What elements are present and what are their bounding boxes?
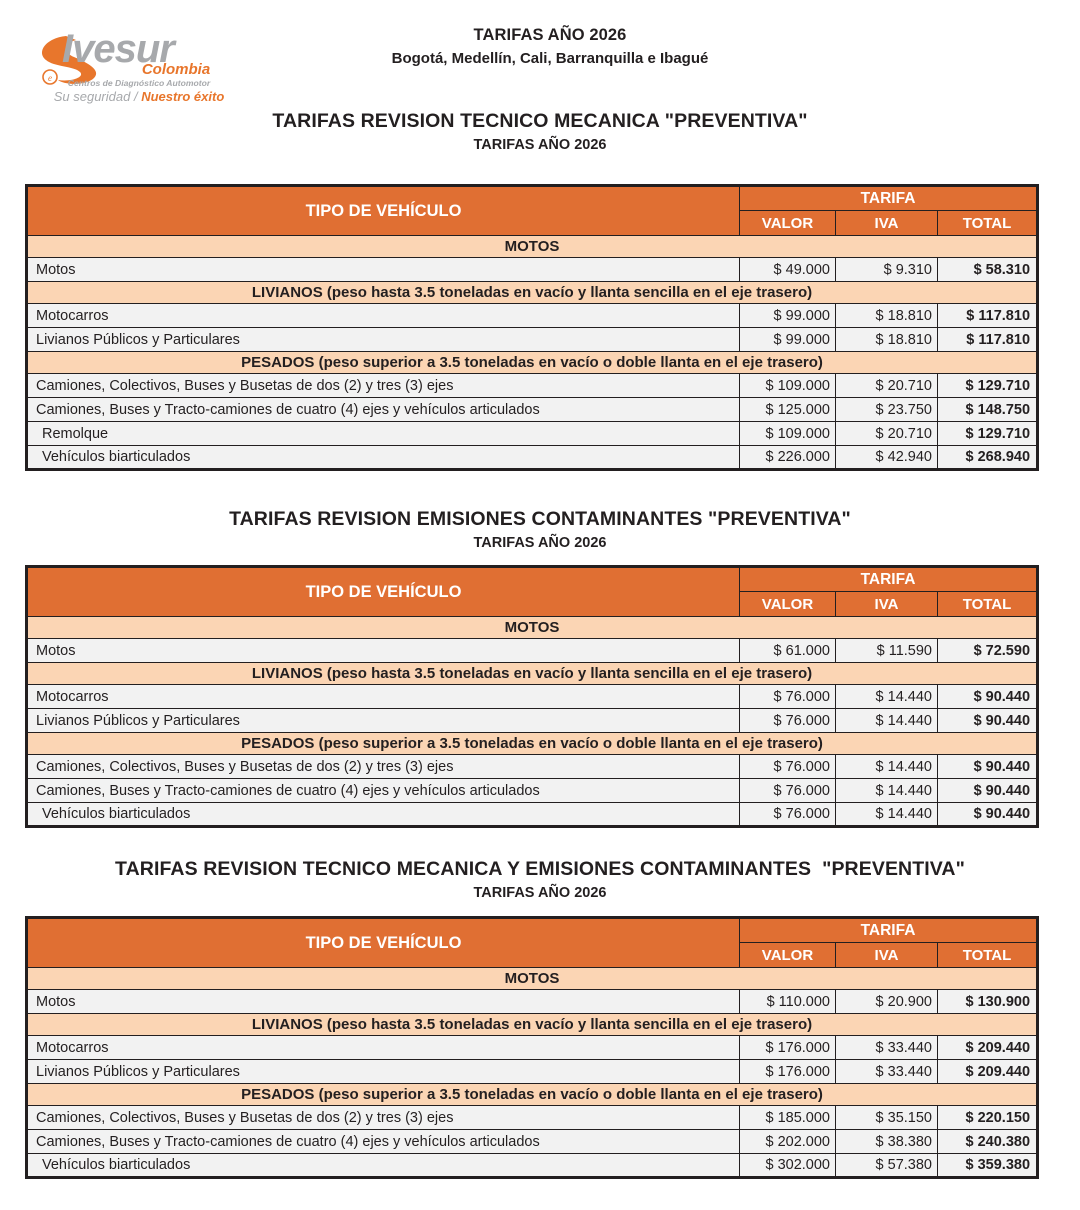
row-iva: $ 20.710 bbox=[836, 422, 938, 446]
row-total: $ 58.310 bbox=[938, 258, 1038, 282]
row-valor: $ 49.000 bbox=[740, 258, 836, 282]
table-row[interactable] bbox=[27, 990, 1038, 1014]
section-band-row bbox=[27, 1084, 1038, 1106]
section-band-label: MOTOS bbox=[27, 236, 1038, 258]
table-row[interactable] bbox=[27, 398, 1038, 422]
col-header-tarifa: TARIFA bbox=[740, 567, 1038, 592]
ivesur-logo bbox=[24, 22, 254, 104]
section-band-label: LIVIANOS (peso hasta 3.5 toneladas en vacío y llanta sencilla en el eje trasero) bbox=[27, 282, 1038, 304]
row-valor: $ 202.000 bbox=[740, 1130, 836, 1154]
section-band-row bbox=[27, 617, 1038, 639]
row-total: $ 72.590 bbox=[938, 639, 1038, 663]
col-header-iva: IVA bbox=[836, 943, 938, 968]
document-cities-subtitle: Bogotá, Medellín, Cali, Barranquilla e Ibagué bbox=[391, 50, 709, 67]
table-row[interactable] bbox=[27, 258, 1038, 282]
col-header-tarifa: TARIFA bbox=[740, 918, 1038, 943]
table-3-title: TARIFAS REVISION TECNICO MECANICA Y EMISIONES CONTAMINANTES "PREVENTIVA" bbox=[115, 858, 965, 880]
row-iva: $ 20.710 bbox=[836, 374, 938, 398]
table-row[interactable] bbox=[27, 304, 1038, 328]
row-iva: $ 18.810 bbox=[836, 304, 938, 328]
table-row[interactable] bbox=[27, 1130, 1038, 1154]
row-iva: $ 14.440 bbox=[836, 803, 938, 827]
table-1-title-block bbox=[0, 110, 1080, 153]
row-iva: $ 33.440 bbox=[836, 1060, 938, 1084]
col-header-vehicle-type: TIPO DE VEHÍCULO bbox=[27, 918, 740, 968]
table-row[interactable] bbox=[27, 374, 1038, 398]
table-row[interactable] bbox=[27, 422, 1038, 446]
row-valor: $ 61.000 bbox=[740, 639, 836, 663]
row-vehicle-label: Livianos Públicos y Particulares bbox=[27, 328, 740, 352]
table-row[interactable] bbox=[27, 1060, 1038, 1084]
row-vehicle-label: Motos bbox=[27, 258, 740, 282]
row-valor: $ 226.000 bbox=[740, 446, 836, 470]
row-total: $ 129.710 bbox=[938, 374, 1038, 398]
document-header bbox=[0, 0, 1080, 104]
row-iva: $ 9.310 bbox=[836, 258, 938, 282]
table-2-title: TARIFAS REVISION EMISIONES CONTAMINANTES "PREVENTIVA" bbox=[229, 508, 851, 530]
table-header-row bbox=[27, 567, 1038, 592]
table-row[interactable] bbox=[27, 685, 1038, 709]
row-iva: $ 42.940 bbox=[836, 446, 938, 470]
row-valor: $ 76.000 bbox=[740, 709, 836, 733]
col-header-total: TOTAL bbox=[938, 211, 1038, 236]
row-valor: $ 110.000 bbox=[740, 990, 836, 1014]
table-row[interactable] bbox=[27, 1106, 1038, 1130]
col-header-iva: IVA bbox=[836, 211, 938, 236]
row-vehicle-label: Livianos Públicos y Particulares bbox=[27, 709, 740, 733]
table-row[interactable] bbox=[27, 328, 1038, 352]
row-total: $ 220.150 bbox=[938, 1106, 1038, 1130]
section-band-row bbox=[27, 733, 1038, 755]
table-1-subtitle: TARIFAS AÑO 2026 bbox=[473, 137, 607, 153]
row-valor: $ 109.000 bbox=[740, 422, 836, 446]
section-band-label: PESADOS (peso superior a 3.5 toneladas en vacío o doble llanta en el eje trasero) bbox=[27, 733, 1038, 755]
row-vehicle-label: Camiones, Colectivos, Buses y Busetas de dos (2) y tres (3) ejes bbox=[27, 374, 740, 398]
row-vehicle-label: Vehículos biarticulados bbox=[27, 803, 740, 827]
row-valor: $ 176.000 bbox=[740, 1060, 836, 1084]
col-header-total: TOTAL bbox=[938, 592, 1038, 617]
table-row[interactable] bbox=[27, 779, 1038, 803]
logo-tagline bbox=[54, 89, 225, 104]
table-row[interactable] bbox=[27, 755, 1038, 779]
row-total: $ 117.810 bbox=[938, 304, 1038, 328]
row-vehicle-label: Remolque bbox=[27, 422, 740, 446]
col-header-iva: IVA bbox=[836, 592, 938, 617]
row-vehicle-label: Camiones, Buses y Tracto-camiones de cuatro (4) ejes y vehículos articulados bbox=[27, 779, 740, 803]
row-iva: $ 23.750 bbox=[836, 398, 938, 422]
row-valor: $ 76.000 bbox=[740, 755, 836, 779]
section-band-row bbox=[27, 663, 1038, 685]
row-total: $ 130.900 bbox=[938, 990, 1038, 1014]
row-valor: $ 99.000 bbox=[740, 304, 836, 328]
section-band-row bbox=[27, 352, 1038, 374]
table-row[interactable] bbox=[27, 709, 1038, 733]
row-valor: $ 109.000 bbox=[740, 374, 836, 398]
row-iva: $ 14.440 bbox=[836, 755, 938, 779]
row-total: $ 209.440 bbox=[938, 1060, 1038, 1084]
tariff-table-2 bbox=[25, 565, 1039, 828]
row-total: $ 148.750 bbox=[938, 398, 1038, 422]
row-valor: $ 185.000 bbox=[740, 1106, 836, 1130]
table-row[interactable] bbox=[27, 446, 1038, 470]
document-title-block bbox=[300, 26, 800, 67]
row-vehicle-label: Motos bbox=[27, 639, 740, 663]
row-valor: $ 76.000 bbox=[740, 803, 836, 827]
section-band-label: LIVIANOS (peso hasta 3.5 toneladas en vacío y llanta sencilla en el eje trasero) bbox=[27, 663, 1038, 685]
row-iva: $ 18.810 bbox=[836, 328, 938, 352]
section-band-row bbox=[27, 282, 1038, 304]
tariff-table-1 bbox=[25, 184, 1039, 471]
row-valor: $ 76.000 bbox=[740, 685, 836, 709]
table-2-subtitle: TARIFAS AÑO 2026 bbox=[473, 535, 607, 551]
section-band-label: PESADOS (peso superior a 3.5 toneladas en vacío o doble llanta en el eje trasero) bbox=[27, 352, 1038, 374]
section-band-label: MOTOS bbox=[27, 968, 1038, 990]
logo-tagline-gray: Su seguridad bbox=[53, 89, 131, 104]
row-iva: $ 14.440 bbox=[836, 779, 938, 803]
table-row[interactable] bbox=[27, 639, 1038, 663]
row-valor: $ 176.000 bbox=[740, 1036, 836, 1060]
row-vehicle-label: Motocarros bbox=[27, 304, 740, 328]
row-total: $ 117.810 bbox=[938, 328, 1038, 352]
row-vehicle-label: Camiones, Colectivos, Buses y Busetas de dos (2) y tres (3) ejes bbox=[27, 755, 740, 779]
row-vehicle-label: Motos bbox=[27, 990, 740, 1014]
logo-descriptor: Centros de Diagnóstico Automotor bbox=[67, 78, 211, 88]
table-row[interactable] bbox=[27, 1154, 1038, 1178]
row-iva: $ 14.440 bbox=[836, 685, 938, 709]
row-total: $ 90.440 bbox=[938, 709, 1038, 733]
col-header-vehicle-type: TIPO DE VEHÍCULO bbox=[27, 567, 740, 617]
row-vehicle-label: Camiones, Buses y Tracto-camiones de cuatro (4) ejes y vehículos articulados bbox=[27, 398, 740, 422]
tariff-table-3 bbox=[25, 916, 1039, 1179]
row-vehicle-label: Vehículos biarticulados bbox=[27, 446, 740, 470]
col-header-tarifa: TARIFA bbox=[740, 186, 1038, 211]
row-valor: $ 302.000 bbox=[740, 1154, 836, 1178]
document-year-title: TARIFAS AÑO 2026 bbox=[473, 26, 627, 44]
table-header-row bbox=[27, 918, 1038, 943]
logo-circle-letter: e bbox=[48, 73, 52, 83]
row-total: $ 90.440 bbox=[938, 685, 1038, 709]
row-total: $ 240.380 bbox=[938, 1130, 1038, 1154]
section-band-label: PESADOS (peso superior a 3.5 toneladas en vacío o doble llanta en el eje trasero) bbox=[27, 1084, 1038, 1106]
col-header-valor: VALOR bbox=[740, 943, 836, 968]
row-vehicle-label: Motocarros bbox=[27, 685, 740, 709]
row-total: $ 129.710 bbox=[938, 422, 1038, 446]
section-band-row bbox=[27, 1014, 1038, 1036]
row-iva: $ 38.380 bbox=[836, 1130, 938, 1154]
logo-tagline-separator: / bbox=[130, 89, 142, 104]
row-total: $ 268.940 bbox=[938, 446, 1038, 470]
row-vehicle-label: Motocarros bbox=[27, 1036, 740, 1060]
logo-tagline-orange: Nuestro éxito bbox=[141, 89, 225, 104]
table-row[interactable] bbox=[27, 803, 1038, 827]
row-vehicle-label: Livianos Públicos y Particulares bbox=[27, 1060, 740, 1084]
table-2-title-block bbox=[0, 508, 1080, 551]
section-band-label: LIVIANOS (peso hasta 3.5 toneladas en vacío y llanta sencilla en el eje trasero) bbox=[27, 1014, 1038, 1036]
row-iva: $ 35.150 bbox=[836, 1106, 938, 1130]
row-valor: $ 125.000 bbox=[740, 398, 836, 422]
row-total: $ 90.440 bbox=[938, 779, 1038, 803]
table-header-row bbox=[27, 186, 1038, 211]
row-valor: $ 99.000 bbox=[740, 328, 836, 352]
row-vehicle-label: Vehículos biarticulados bbox=[27, 1154, 740, 1178]
row-iva: $ 11.590 bbox=[836, 639, 938, 663]
table-1-title: TARIFAS REVISION TECNICO MECANICA "PREVENTIVA" bbox=[272, 110, 808, 132]
section-band-row bbox=[27, 968, 1038, 990]
col-header-total: TOTAL bbox=[938, 943, 1038, 968]
row-total: $ 359.380 bbox=[938, 1154, 1038, 1178]
section-band-label: MOTOS bbox=[27, 617, 1038, 639]
row-total: $ 90.440 bbox=[938, 803, 1038, 827]
logo-country: Colombia bbox=[141, 61, 211, 78]
row-iva: $ 33.440 bbox=[836, 1036, 938, 1060]
section-band-row bbox=[27, 236, 1038, 258]
table-3-title-block bbox=[0, 858, 1080, 901]
row-iva: $ 20.900 bbox=[836, 990, 938, 1014]
table-row[interactable] bbox=[27, 1036, 1038, 1060]
row-vehicle-label: Camiones, Buses y Tracto-camiones de cuatro (4) ejes y vehículos articulados bbox=[27, 1130, 740, 1154]
row-valor: $ 76.000 bbox=[740, 779, 836, 803]
row-total: $ 209.440 bbox=[938, 1036, 1038, 1060]
col-header-valor: VALOR bbox=[740, 211, 836, 236]
row-total: $ 90.440 bbox=[938, 755, 1038, 779]
row-vehicle-label: Camiones, Colectivos, Buses y Busetas de dos (2) y tres (3) ejes bbox=[27, 1106, 740, 1130]
col-header-vehicle-type: TIPO DE VEHÍCULO bbox=[27, 186, 740, 236]
ivesur-logo-svg bbox=[24, 22, 254, 104]
row-iva: $ 14.440 bbox=[836, 709, 938, 733]
row-iva: $ 57.380 bbox=[836, 1154, 938, 1178]
logo-wordmark: Ivesur bbox=[62, 27, 174, 71]
col-header-valor: VALOR bbox=[740, 592, 836, 617]
table-3-subtitle: TARIFAS AÑO 2026 bbox=[473, 885, 607, 901]
